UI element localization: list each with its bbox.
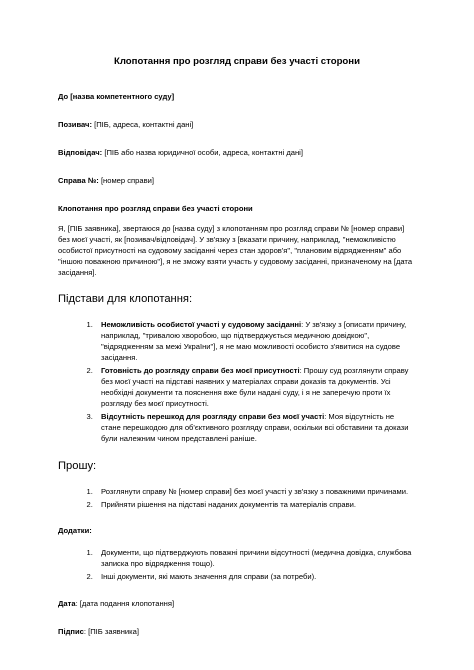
- body-paragraph: Я, [ПІБ заявника], звертаюся до [назва суду] з клопотанням про розгляд справи № [номер справи] без моєї участі, як [позивач/відповідач]. У зв'язку з [вказати причину, наприклад, "неможливістю особистої присутності на судовому засіданні через стан здоров'я", "плановим відрядженням" або "іншою поважною причиною"], я не зможу взяти участь у судовому засіданні, призначеному на [дата засідання].: [58, 224, 413, 277]
- grounds-heading: Підстави для клопотання:: [58, 293, 193, 305]
- attachment-item: 1. Документи, що підтверджують поважні причини відсутності (медична довідка, службова записка про відрядження тощо).: [95, 547, 416, 569]
- requests-list: [58, 486, 416, 510]
- plaintiff-label: Позивач:: [58, 120, 92, 129]
- attachments-heading: Додатки:: [58, 526, 92, 535]
- case-label: Справа №:: [58, 176, 99, 185]
- grounds-item-title: Готовність до розгляду справи без моєї присутності: [101, 366, 300, 375]
- defendant-value: [ПІБ або назва юридичної особи, адреса, контактні дані]: [102, 148, 303, 157]
- grounds-item: [95, 319, 416, 363]
- signature-field: [58, 626, 416, 637]
- attachment-item: 2. Інші документи, які мають значення для справи (за потреби).: [95, 571, 416, 582]
- plaintiff-value: [ПІБ, адреса, контактні дані]: [91, 120, 194, 129]
- grounds-list: [58, 319, 416, 444]
- grounds-item-text: : Моя відсутність не стане перешкодою для об'єктивного розгляду справи, оскільки всі обставини та докази були належним чином представлені раніше.: [101, 412, 409, 443]
- grounds-item-title: Відсутність перешкод для розгляду справи без моєї участі: [101, 412, 325, 421]
- request-item: 1. Розглянути справу № [номер справи] без моєї участі у зв'язку з поважними причинами.: [95, 486, 416, 497]
- attachments-list: [58, 547, 416, 582]
- case-value: [номер справи]: [98, 176, 154, 185]
- date-value: : [дата подання клопотання]: [75, 599, 175, 608]
- grounds-item: [95, 411, 416, 444]
- date-label: Дата: [58, 599, 76, 608]
- grounds-item-title: Неможливість особистої участі у судовому засіданні: [101, 320, 302, 329]
- court-line: До [назва компетентного суду]: [58, 92, 175, 101]
- document-title: Клопотання про розгляд справи без участі сторони: [113, 56, 360, 67]
- request-item: 2. Прийняти рішення на підставі наданих документів та матеріалів справи.: [95, 499, 416, 510]
- case-field: [58, 175, 416, 186]
- grounds-item-text: : У зв'язку з [описати причину, наприклад, "тривалою хворобою, що підтверджується медичною довідкою", "відрядженням за межі України"], я не маю можливості особисто з'явитися на судове засідання.: [101, 320, 407, 362]
- plaintiff-field: [58, 119, 416, 130]
- document-subtitle: Клопотання про розгляд справи без участі сторони: [58, 204, 253, 213]
- grounds-item: [95, 365, 416, 409]
- signature-label: Підпис: [58, 627, 84, 636]
- date-field: [58, 598, 416, 609]
- grounds-item-text: : Прошу суд розглянути справу без моєї участі на підставі наявних у матеріалах справи доказів та документів. Усі необхідні документи та пояснення вже були надані суду, і я не заперечую проти їх розгляду без моєї присутності.: [101, 366, 409, 408]
- requests-heading: Прошу:: [58, 460, 97, 472]
- signature-value: : [ПІБ заявника]: [83, 627, 139, 636]
- defendant-field: [58, 147, 416, 158]
- defendant-label: Відповідач:: [58, 148, 103, 157]
